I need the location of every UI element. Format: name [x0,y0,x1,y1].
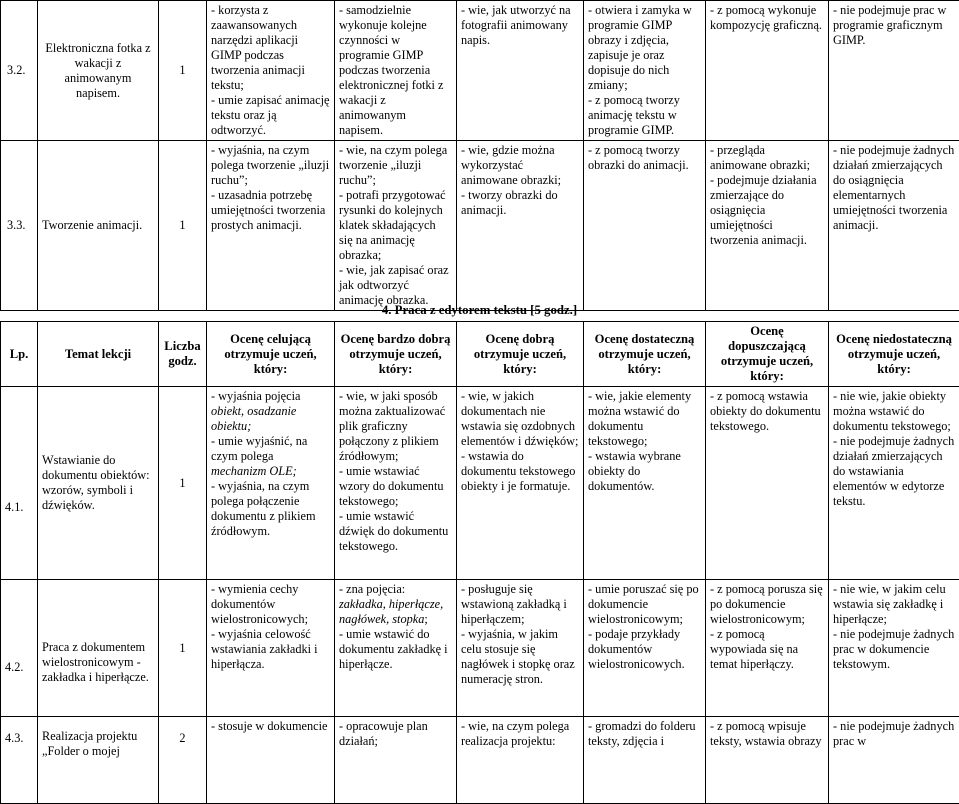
criteria-dopuszczajaca: - z pomocą wykonuje kompozycję graficzną. [706,1,829,141]
criteria-celujaca: - wyjaśnia, na czym polega tworzenie „iluzji ruchu”; - uzasadnia potrzebę umiejętności tworzenia prostych animacji. [207,141,335,311]
lesson-number: 4.1. [1,387,38,580]
header-celujaca: Ocenę celującą otrzymuje uczeń, który: [207,322,335,387]
table-header-row [1,322,959,387]
table-row [1,717,959,804]
lesson-topic: Elektroniczna fotka z wakacji z animowanym napisem. [38,1,159,141]
criteria-bardzo-dobra: - samodzielnie wykonuje kolejne czynności w programie GIMP podczas tworzenia elektronicznej fotki z wakacji z animowanym napisem. [335,1,457,141]
criteria-niedostateczna: - nie wie, jakie obiekty można wstawić do dokumentu tekstowego; - nie podejmuje żadnych działań zmierzających do wstawiania elementów w edytorze tekstu. [829,387,959,580]
table-row [1,141,959,311]
criteria-dobra: - posługuje się wstawioną zakładką i hiperłączem; - wyjaśnia, w jakim celu stosuje się nagłówek i stopkę oraz numerację stron. [457,580,584,717]
lesson-number: 3.3. [1,141,38,311]
criteria-dostateczna: - z pomocą tworzy obrazki do animacji. [584,141,706,311]
criteria-dopuszczajaca: - z pomocą porusza się po dokumencie wielostronicowym; - z pomocą wypowiada się na temat hiperłączy. [706,580,829,717]
criteria-bardzo-dobra: - wie, na czym polega tworzenie „iluzji ruchu”; - potrafi przygotować rysunki do kolejnych klatek składających się na animację obrazka; - wie, jak zapisać oraz jak odtworzyć animację obrazka. [335,141,457,311]
lesson-number: 3.2. [1,1,38,141]
criteria-celujaca: - stosuje w dokumencie [207,717,335,804]
lesson-topic: Tworzenie animacji. [38,141,159,311]
header-dobra: Ocenę dobrą otrzymuje uczeń, który: [457,322,584,387]
lesson-hours: 1 [159,1,207,141]
criteria-dostateczna: - otwiera i zamyka w programie GIMP obrazy i zdjęcia, zapisuje je oraz dopisuje do nich zmiany; - z pomocą tworzy animację tekstu w programie GIMP. [584,1,706,141]
criteria-niedostateczna: - nie podejmuje żadnych prac w [829,717,959,804]
term-ole: mechanizm OLE; [211,464,297,478]
criteria-dobra: - wie, jak utworzyć na fotografii animowany napis. [457,1,584,141]
header-topic: Temat lekcji [38,322,159,387]
grading-table-part-1 [0,0,959,311]
lesson-topic: Wstawianie do dokumentu obiektów: wzorów, symboli i dźwięków. [38,387,159,580]
header-hours: Liczba godz. [159,322,207,387]
term-zakladka: zakładka, hiperłącze, nagłówek, stopka [339,597,443,626]
header-bardzo-dobra: Ocenę bardzo dobrą otrzymuje uczeń, który: [335,322,457,387]
header-lp: Lp. [1,322,38,387]
lesson-number: 4.2. [1,580,38,717]
criteria-niedostateczna: - nie podejmuje prac w programie graficznym GIMP. [829,1,959,141]
criteria-dobra: - wie, na czym polega realizacja projektu: [457,717,584,804]
criteria-celujaca: - wymienia cechy dokumentów wielostronicowych; - wyjaśnia celowość wstawiania zakładki i hiperłącza. [207,580,335,717]
header-niedostateczna: Ocenę niedostateczną otrzymuje uczeń, który: [829,322,959,387]
header-dopuszczajaca: Ocenę dopuszczającą otrzymuje uczeń, który: [706,322,829,387]
criteria-bardzo-dobra: - wie, w jaki sposób można zaktualizować plik graficzny połączony z plikiem źródłowym; - umie wstawiać wzory do dokumentu tekstowego; - umie wstawić dźwięk do dokumentu tekstowego. [335,387,457,580]
criteria-niedostateczna: - nie podejmuje żadnych działań zmierzających do osiągnięcia elementarnych umiejętności tworzenia animacji. [829,141,959,311]
lesson-hours: 1 [159,387,207,580]
lesson-hours: 2 [159,717,207,804]
table-row [1,1,959,141]
lesson-topic: Realizacja projektu „Folder o mojej [38,717,159,804]
section-title: 4. Praca z edytorem tekstu [5 godz.] [0,303,959,318]
header-dostateczna: Ocenę dostateczną otrzymuje uczeń, który: [584,322,706,387]
lesson-topic: Praca z dokumentem wielostronicowym - zakładka i hiperłącze. [38,580,159,717]
table-row [1,387,959,580]
criteria-dostateczna: - umie poruszać się po dokumencie wielostronicowym; - podaje przykłady dokumentów wielostronicowych. [584,580,706,717]
criteria-dostateczna: - gromadzi do folderu teksty, zdjęcia i [584,717,706,804]
criteria-bardzo-dobra: - opracowuje plan działań; [335,717,457,804]
term-obiekt: obiekt, osadzanie obiektu; [211,404,296,433]
table-row [1,580,959,717]
lesson-hours: 1 [159,141,207,311]
criteria-dopuszczajaca: - przegląda animowane obrazki; - podejmuje działania zmierzające do osiągnięcia umiejętności tworzenia animacji. [706,141,829,311]
lesson-number: 4.3. [1,717,38,804]
grading-table-part-2 [0,321,959,804]
lesson-hours: 1 [159,580,207,717]
criteria-dopuszczajaca: - z pomocą wpisuje teksty, wstawia obrazy [706,717,829,804]
criteria-dobra: - wie, w jakich dokumentach nie wstawia się ozdobnych elementów i dźwięków; - wstawia do dokumentu tekstowego obiekty i je formatuje. [457,387,584,580]
criteria-niedostateczna: - nie wie, w jakim celu wstawia się zakładkę i hiperłącze; - nie podejmuje żadnych prac w dokumencie tekstowym. [829,580,959,717]
criteria-celujaca: - korzysta z zaawansowanych narzędzi aplikacji GIMP podczas tworzenia animacji tekstu; - umie zapisać animację tekstu oraz ją odtworzyć. [207,1,335,141]
criteria-dopuszczajaca: - z pomocą wstawia obiekty do dokumentu tekstowego. [706,387,829,580]
criteria-dostateczna: - wie, jakie elementy można wstawić do dokumentu tekstowego; - wstawia wybrane obiekty do dokumentów. [584,387,706,580]
criteria-dobra: - wie, gdzie można wykorzystać animowane obrazki; - tworzy obrazki do animacji. [457,141,584,311]
criteria-celujaca: - wyjaśnia pojęcia obiekt, osadzanie obiektu; - umie wyjaśnić, na czym polega mechanizm OLE; - wyjaśnia, na czym polega połączenie dokumentu z plikiem źródłowym. [207,387,335,580]
criteria-bardzo-dobra: - zna pojęcia: zakładka, hiperłącze, nagłówek, stopka; - umie wstawić do dokumentu zakładkę i hiperłącze. [335,580,457,717]
